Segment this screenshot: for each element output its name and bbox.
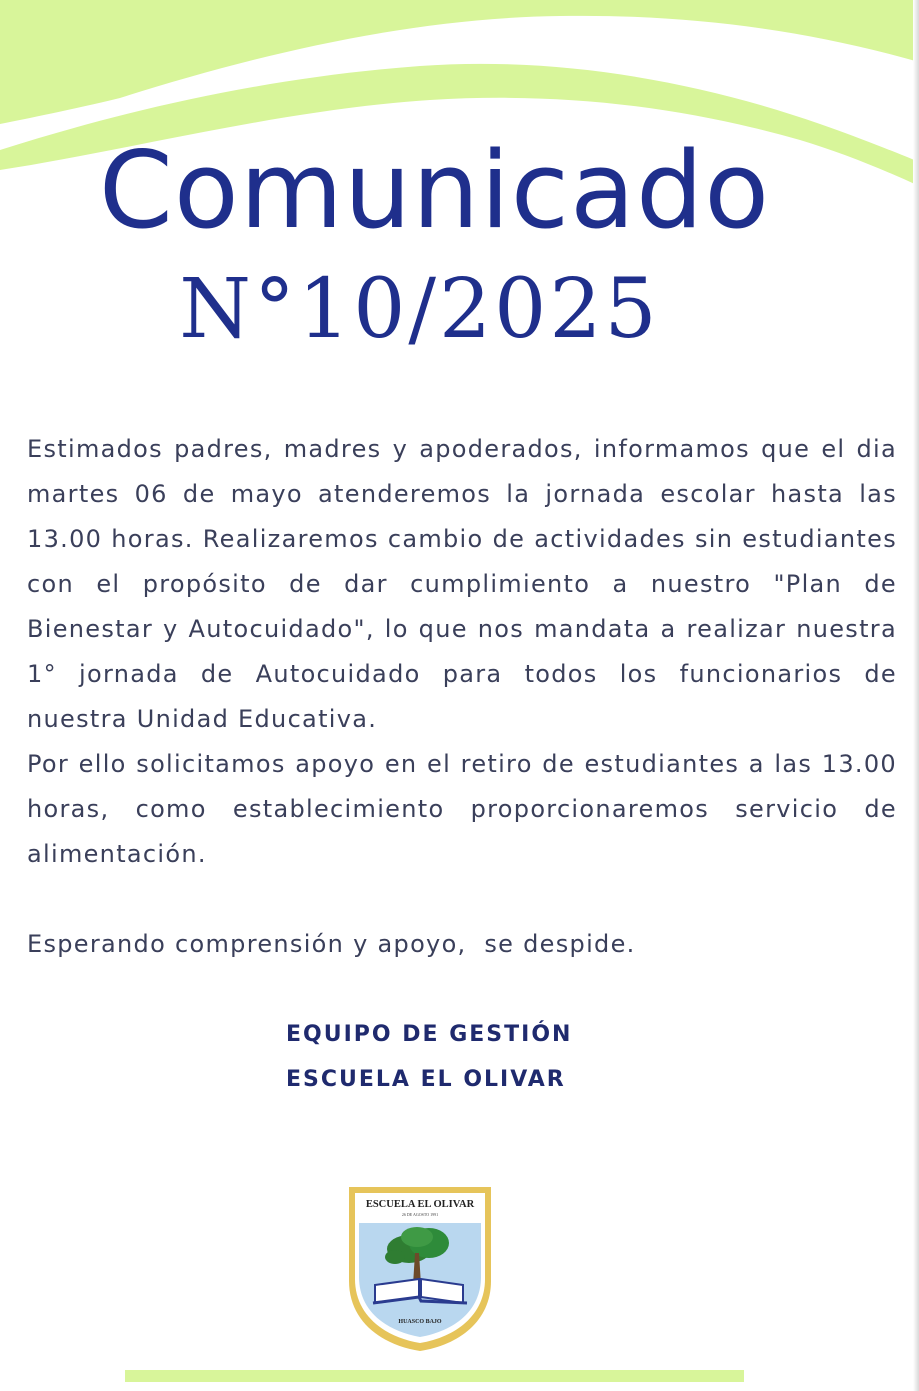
body-paragraph-1: Estimados padres, madres y apoderados, informamos que el dia martes 06 de mayo atenderemos la jornada escolar hasta las 13.00 horas. Realizaremos cambio de actividades sin estudiantes con el propósito de dar cumplimiento a nuestro "Plan de Bienestar y Autocuidado", lo que nos mandata a realizar nuestra 1° jornada de Autocuidado para todos los funcionarios de nuestra Unidad Educativa. [27,435,897,733]
signature-line-2: ESCUELA EL OLIVAR [286,1067,566,1092]
footer-accent-bar [125,1370,744,1382]
closing-text: Esperando comprensión y apoyo, se despide. [27,930,636,958]
document-title: Comunicado [98,129,771,252]
signature-line-1: EQUIPO DE GESTIÓN [286,1022,573,1047]
school-crest-logo [347,1185,493,1353]
body-paragraph-2: Por ello solicitamos apoyo en el retiro de estudiantes a las 13.00 horas, como establecimiento proporcionaremos servicio de alimentación. [27,750,897,868]
body-text [27,427,897,877]
document-number: N°10/2025 [179,262,660,357]
crest-date-text: 26 DE AGOSTO 1991 [401,1212,439,1217]
crest-top-text: ESCUELA EL OLIVAR [365,1199,475,1210]
signature-block [286,1012,572,1102]
crest-bottom-text: HUASCO BAJO [398,1319,442,1325]
